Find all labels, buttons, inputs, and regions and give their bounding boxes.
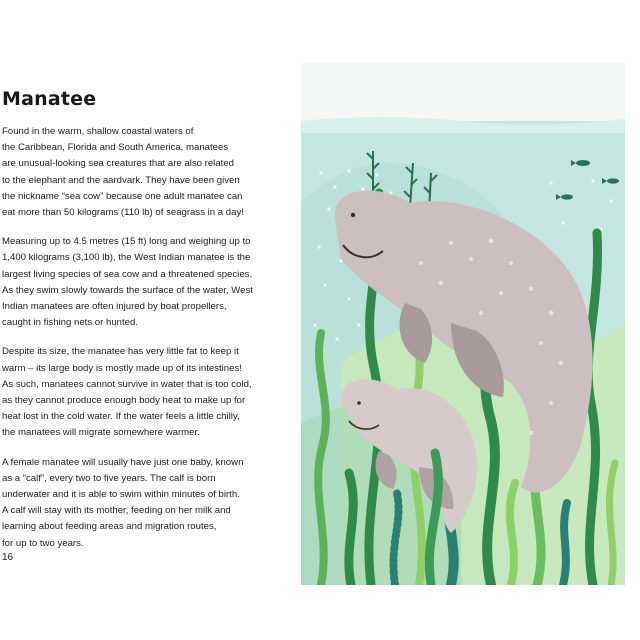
paragraph-calf: A female manatee will usually have just one baby, known as a “calf”, every two to five years. The calf is born underwater and it is able to swim within minutes of birth. A calf will stay with its mother, feeding on her milk and learning about feeding areas and migration routes, for up to two years. [2,456,244,549]
sky-band [301,63,625,123]
paragraph-body-heat: Despite its size, the manatee has very little fat to keep it warm – its large body is mostly made up of its intestines! As such, manatees cannot survive in water that is too cold, as they cannot produce enough body heat to make up for heat lost in the cold water. If the water feels a little chilly, the manatees will migrate somewhere warmer. [2,346,252,439]
paragraph-habitat: Found in the warm, shallow coastal waters of the Caribbean, Florida and South America, manatees are unusual-looking sea creatures that are also related to the elephant and the aardvark. They have been given the nickname “sea cow” because one adult manatee can eat more than 50 kilograms (110 lb) of seagrass in a day! [2,126,244,219]
page-number: 16 [2,552,14,563]
page-title: Manatee [2,88,97,110]
text-column [0,88,288,565]
manatee-illustration [301,63,625,585]
paragraph-size: Measuring up to 4.5 metres (15 ft) long and weighing up to 1,400 kilograms (3,100 lb), the West Indian manatee is the largest living species of sea cow and a threatened species. As they swim slowly towards the surface of the water, West Indian manatees are often injured by boat propellers, caught in fishing nets or hunted. [2,236,253,329]
